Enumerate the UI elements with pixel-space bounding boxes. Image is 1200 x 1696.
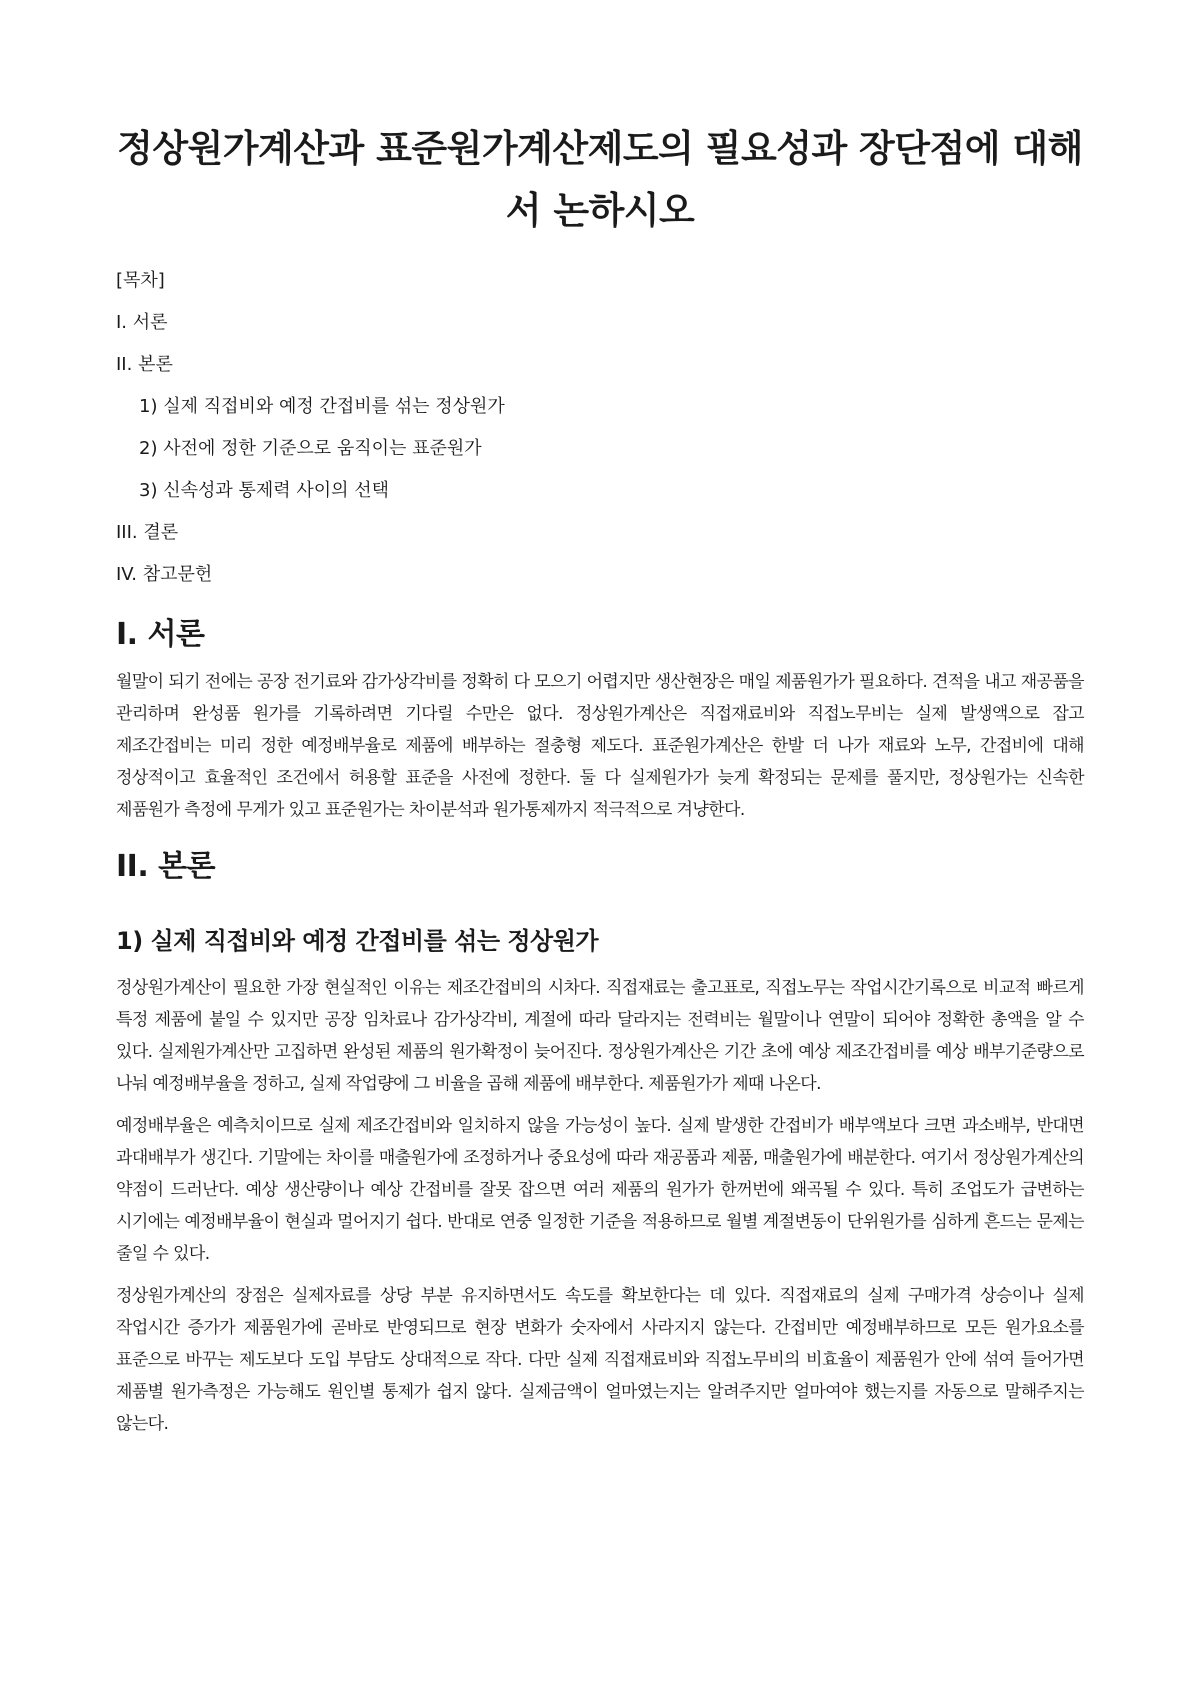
toc-item: IV. 참고문헌 [116,564,213,585]
table-of-contents [116,260,1084,596]
section-heading-introduction: I. 서론 [116,617,205,652]
toc-subitem: 3) 신속성과 통제력 사이의 선택 [139,480,390,501]
subsection-heading-normal-costing: 1) 실제 직접비와 예정 간접비를 섞는 정상원가 [116,927,599,955]
toc-subitem: 1) 실제 직접비와 예정 간접비를 섞는 정상원가 [139,396,505,417]
document-title: 정상원가계산과 표준원가계산제도의 필요성과 장단점에 대해서 논하시오 [117,127,1083,232]
toc-item: III. 결론 [116,522,179,543]
toc-item: II. 본론 [116,354,173,375]
introduction-paragraph: 월말이 되기 전에는 공장 전기료와 감가상각비를 정확히 다 모으기 어렵지만 생산현장은 매일 제품원가가 필요하다. 견적을 내고 재공품을 관리하며 완성품 원가를 기록하려면 기다릴 수만은 없다. 정상원가계산은 직접재료비와 직접노무비는 실제 발생액으로 잡고 제조간접비는 미리 정한 예정배부율로 제품에 배부하는 절충형 제도다. 표준원가계산은 한발 더 나가 재료와 노무, 간접비에 대해 정상적이고 효율적인 조건에서 허용할 표준을 사전에 정한다. 둘 다 실제원가가 늦게 확정되는 문제를 풀지만, 정상원가는 신속한 제품원가 측정에 무게가 있고 표준원가는 차이분석과 원가통제까지 적극적으로 겨냥한다. [116,672,1084,820]
body-paragraph: 예정배부율은 예측치이므로 실제 제조간접비와 일치하지 않을 가능성이 높다. 실제 발생한 간접비가 배부액보다 크면 과소배부, 반대면 과대배부가 생긴다. 기말에는 차이를 매출원가에 조정하거나 중요성에 따라 재공품과 제품, 매출원가에 배분한다. 여기서 정상원가계산의 약점이 드러난다. 예상 생산량이나 예상 간접비를 잘못 잡으면 여러 제품의 원가가 한꺼번에 왜곡될 수 있다. 특히 조업도가 급변하는 시기에는 예정배부율이 현실과 멀어지기 쉽다. 반대로 연중 일정한 기준을 적용하므로 월별 계절변동이 단위원가를 심하게 흔드는 문제는 줄일 수 있다. [116,1116,1084,1264]
body-paragraph: 정상원가계산이 필요한 가장 현실적인 이유는 제조간접비의 시차다. 직접재료는 출고표로, 직접노무는 작업시간기록으로 비교적 빠르게 특정 제품에 붙일 수 있지만 공장 임차료나 감가상각비, 계절에 따라 달라지는 전력비는 월말이나 연말이 되어야 정확한 총액을 알 수 있다. 실제원가계산만 고집하면 완성된 제품의 원가확정이 늦어진다. 정상원가계산은 기간 초에 예상 제조간접비를 예상 배부기준량으로 나눠 예정배부율을 정하고, 실제 작업량에 그 비율을 곱해 제품에 배부한다. 제품원가가 제때 나온다. [116,978,1084,1094]
section-heading-body: II. 본론 [116,849,216,884]
toc-heading: [목차] [116,270,165,291]
toc-item: I. 서론 [116,312,168,333]
toc-subitem: 2) 사전에 정한 기준으로 움직이는 표준원가 [139,438,482,459]
body-paragraph: 정상원가계산의 장점은 실제자료를 상당 부분 유지하면서도 속도를 확보한다는 데 있다. 직접재료의 실제 구매가격 상승이나 실제 작업시간 증가가 제품원가에 곧바로 반영되므로 현장 변화가 숫자에서 사라지지 않는다. 간접비만 예정배부하므로 모든 원가요소를 표준으로 바꾸는 제도보다 도입 부담도 상대적으로 작다. 다만 실제 직접재료비와 직접노무비의 비효율이 제품원가 안에 섞여 들어가면 제품별 원가측정은 가능해도 원인별 통제가 쉽지 않다. 실제금액이 얼마였는지는 알려주지만 얼마여야 했는지를 자동으로 말해주지는 않는다. [116,1286,1084,1434]
